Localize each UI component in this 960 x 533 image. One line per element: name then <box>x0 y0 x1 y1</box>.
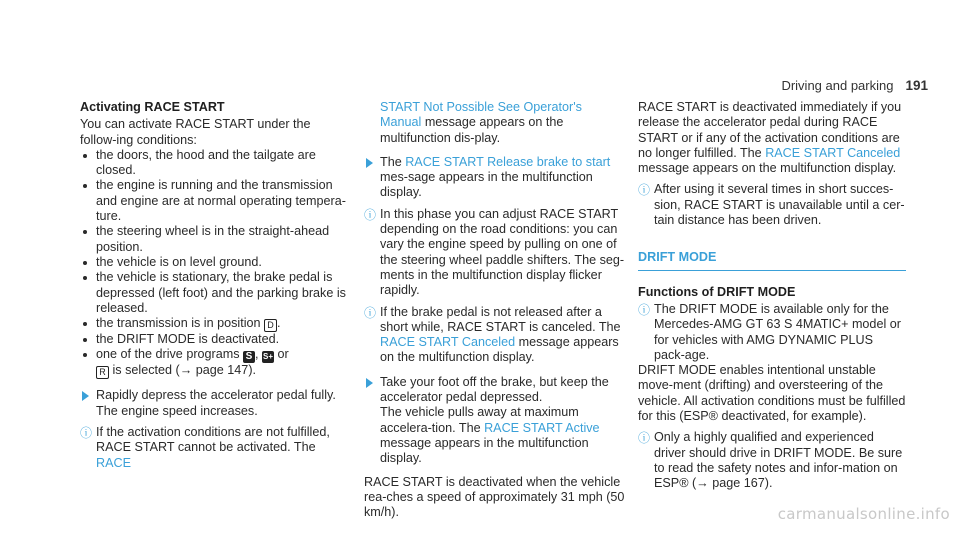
step-3-result-pre: The vehicle pulls away at maximum accelera-tion. The <box>380 405 579 435</box>
note-5 <box>638 302 906 363</box>
note-4-text: After using it several times in short succes-sion, RACE START is unavailable until a cer-tain distance has been driven. <box>654 182 905 228</box>
note-2 <box>364 207 626 299</box>
column-3 <box>638 100 906 492</box>
step-1 <box>80 388 350 419</box>
note-1-highlight: RACE <box>96 455 131 470</box>
list-item: the doors, the hood and the tailgate are closed. <box>80 148 350 179</box>
info-icon: ⓘ <box>638 431 651 446</box>
list-item: the DRIFT MODE is deactivated. <box>80 332 350 347</box>
list-item: the vehicle is stationary, the brake pedal is depressed (left foot) and the parking brake is released. <box>80 270 350 316</box>
page-number: 191 <box>905 78 928 93</box>
drive-programs-selected: is selected (→ page 147). <box>112 363 257 378</box>
message-not-possible-text: message appears on the multifunction dis-play. <box>380 115 564 145</box>
step-2-post: mes-sage appears in the multifunction display. <box>380 170 593 200</box>
intro-text: You can activate RACE START under the follow-ing conditions: <box>80 117 311 147</box>
arrow-right-icon <box>366 158 373 168</box>
note-4 <box>638 182 906 228</box>
header-title: Driving and parking <box>781 78 894 93</box>
list-item: the steering wheel is in the straight-ahead position. <box>80 224 350 255</box>
paragraph-1-post: message appears on the multifunction display. <box>638 161 897 176</box>
list-item: the engine is running and the transmission and engine are at normal operating tempera-ture. <box>80 178 350 224</box>
page-header <box>781 78 928 93</box>
message-canceled: RACE START Canceled <box>765 145 901 160</box>
step-1-result: The engine speed increases. <box>96 403 258 418</box>
note-3 <box>364 305 626 366</box>
info-icon: ⓘ <box>638 302 651 317</box>
note-1 <box>80 425 350 471</box>
list-item: one of the drive programs S , S+ or R is selected (→ page 147). <box>80 347 350 379</box>
note-2-text: In this phase you can adjust RACE START depending on the road conditions: you can vary the engine speed by pulling on one of the steering wheel paddle shifters. The seg-ments in the multifunction display flicker rapidly. <box>380 206 625 298</box>
transmission-text: the transmission is in position <box>96 316 261 331</box>
note-6-text: Only a highly qualified and experienced driver should drive in DRIFT MODE. Be sure to read the safety notes and infor-mation on ESP® (→ page 167). <box>654 430 903 491</box>
note-3-pre: If the brake pedal is not released after a short while, RACE START is canceled. The <box>380 304 621 334</box>
arrow-right-icon <box>366 378 373 388</box>
heading-activating-race-start: Activating RACE START <box>80 100 225 114</box>
sport-plus-program-icon: S+ <box>263 352 274 362</box>
arrow-right-icon <box>82 391 89 401</box>
info-icon: ⓘ <box>638 183 651 198</box>
drive-programs-text: one of the drive programs <box>96 347 240 362</box>
section-drift-mode: DRIFT MODE <box>638 250 906 270</box>
info-icon: ⓘ <box>80 426 93 441</box>
sport-program-icon: S <box>243 351 255 363</box>
column-1 <box>80 100 350 471</box>
step-3 <box>364 375 626 467</box>
note-1-text: If the activation conditions are not fulfilled, RACE START cannot be activated. The <box>96 425 330 455</box>
note-1-continued <box>364 100 626 146</box>
step-3-result-post: message appears in the multifunction display. <box>380 435 589 466</box>
list-item: the transmission is in position D . <box>80 316 350 332</box>
step-1-text: Rapidly depress the accelerator pedal fully. <box>96 388 336 403</box>
deactivation-text: RACE START is deactivated when the vehicle rea-ches a speed of approximately 31 mph (50 km/h). <box>364 474 625 520</box>
step-3-result <box>380 405 626 466</box>
info-icon: ⓘ <box>364 305 377 320</box>
message-release-brake: RACE START Release brake to start <box>405 154 611 169</box>
note-3-post: message appears on the multifunction display. <box>380 335 619 365</box>
note-5-text: The DRIFT MODE is available only for the Mercedes-AMG GT 63 S 4MATIC+ model or for vehicles with AMG DYNAMIC PLUS pack-age. <box>654 301 901 362</box>
heading-functions-drift: Functions of DRIFT MODE <box>638 284 796 299</box>
paragraph-1-pre: RACE START is deactivated immediately if you release the accelerator pedal during RACE START or if any of the activation conditions are no longer fulfilled. The <box>638 100 902 160</box>
step-2 <box>364 155 626 201</box>
race-program-icon: R <box>96 366 109 379</box>
list-item: the vehicle is on level ground. <box>80 255 350 270</box>
step-2-pre: The <box>380 154 402 169</box>
note-6 <box>638 430 906 491</box>
info-icon: ⓘ <box>364 207 377 222</box>
or-text: or <box>277 347 289 362</box>
message-active: RACE START Active <box>484 420 600 435</box>
message-not-possible: START Not Possible See Operator's Manual <box>380 100 582 130</box>
conditions-list <box>80 148 350 380</box>
column-2 <box>364 100 626 520</box>
drift-description: DRIFT MODE enables intentional unstable move-ment (drifting) and oversteering of the vehicle. All activation conditions must be fulfilled for this (ESP® deactivated, for example). <box>638 363 906 424</box>
transmission-d-icon: D <box>264 319 277 332</box>
step-3-text: Take your foot off the brake, but keep the accelerator pedal depressed. <box>380 374 609 405</box>
paragraph-deactivated <box>638 100 906 176</box>
message-canceled: RACE START Canceled <box>380 335 516 350</box>
watermark: carmanualsonline.info <box>777 505 950 523</box>
